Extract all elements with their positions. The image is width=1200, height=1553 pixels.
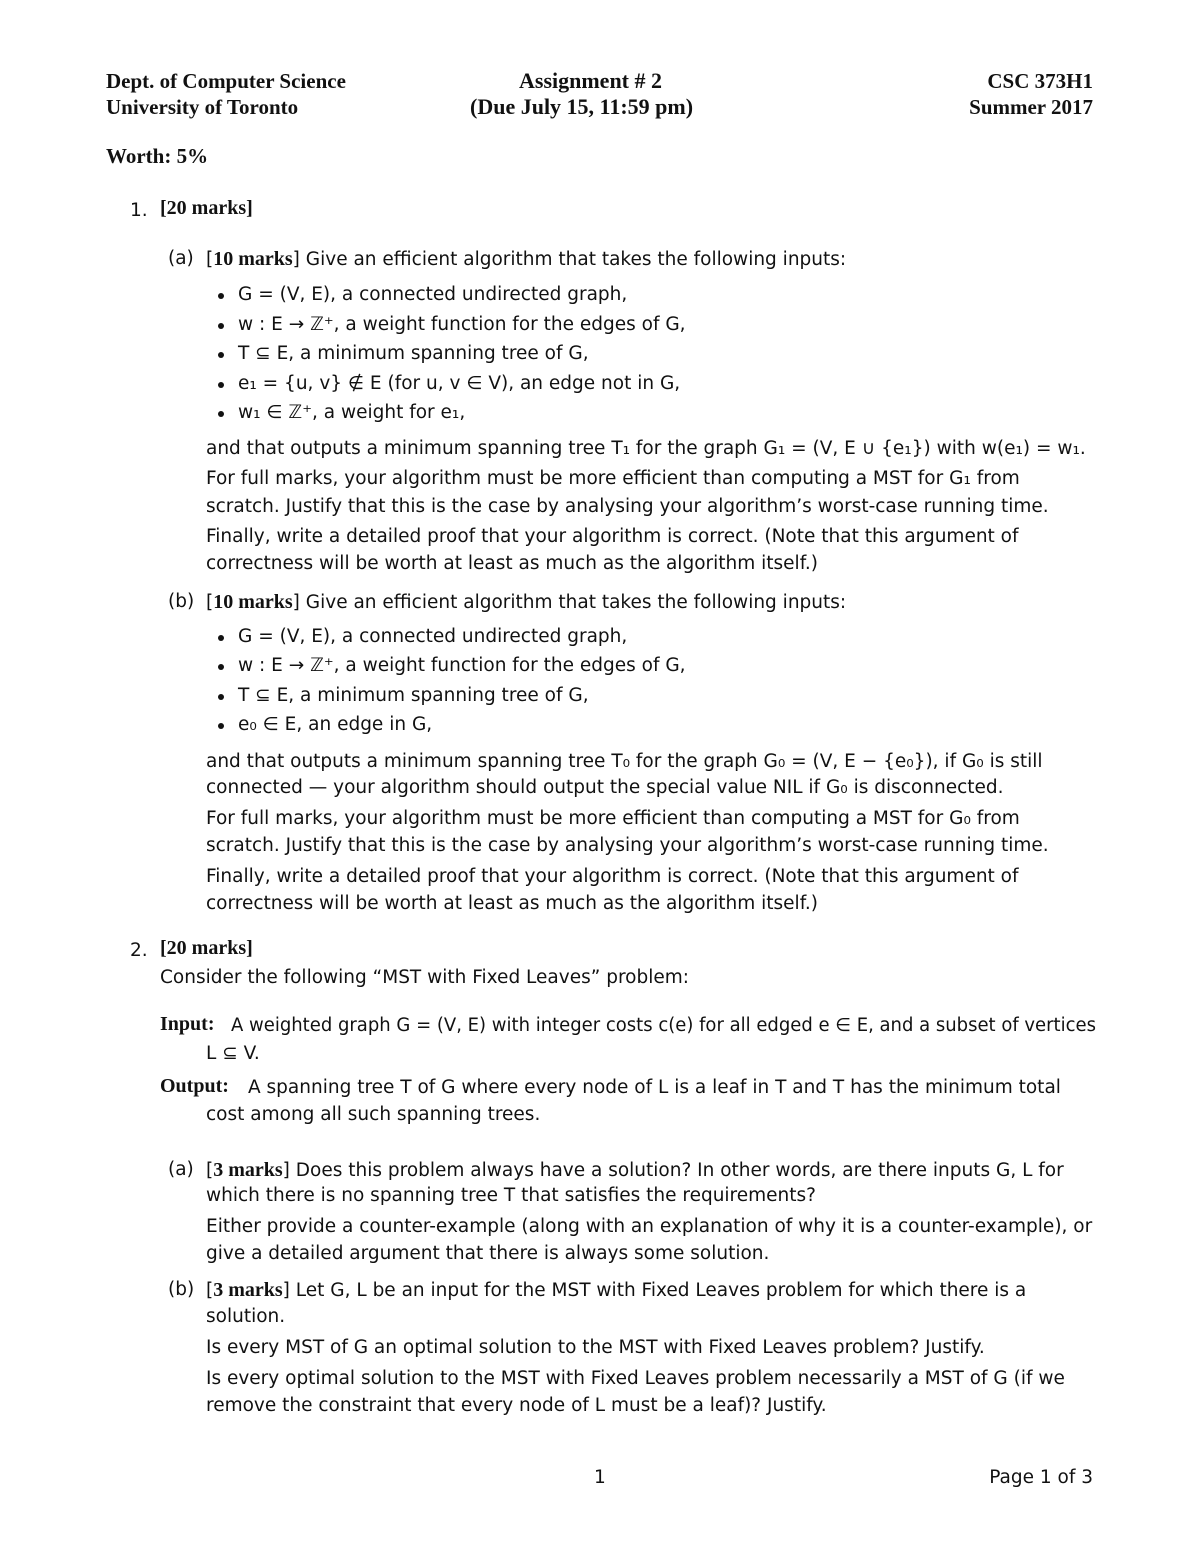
q1b-label: (b) (168, 591, 195, 612)
q1a-paragraph-line: and that outputs a minimum spanning tree T₁ for the graph G₁ = (V, E ∪ {e₁}) with w(e₁) = w₁. (206, 438, 1086, 459)
q1a-paragraph-line: correctness will be worth at least as much as the algorithm itself.) (206, 553, 818, 574)
worth: Worth: 5% (106, 144, 209, 168)
input-text-line: L ⊆ V. (206, 1043, 260, 1064)
q2a-marks: 3 marks (213, 1159, 283, 1181)
q1b-paragraph-line: connected — your algorithm should output the special value NIL if G₀ is disconnected. (206, 777, 1004, 798)
list-item: T ⊆ E, a minimum spanning tree of G, (218, 341, 589, 367)
q1a-marks: 10 marks (213, 248, 293, 270)
bullet-icon (218, 664, 224, 670)
q2a-text-line: which there is no spanning tree T that satisfies the requirements? (206, 1185, 816, 1206)
q1a-label: (a) (168, 248, 194, 269)
q2a-first-line: [3 marks] Does this problem always have a solution? In other words, are there inputs G, L for (206, 1159, 1064, 1181)
q2a-label: (a) (168, 1159, 194, 1180)
q1b-paragraph-line: scratch. Justify that this is the case by analysing your algorithm’s worst-case running time. (206, 835, 1049, 856)
bullet-icon (218, 352, 224, 358)
q1-marks: [20 marks] (160, 197, 253, 219)
q1b-paragraph-line: For full marks, your algorithm must be more efficient than computing a MST for G₀ from (206, 808, 1020, 829)
q2b-marks: 3 marks (213, 1279, 283, 1301)
q2b-text: Let G, L be an input for the MST with Fixed Leaves problem for which there is a (295, 1280, 1027, 1301)
list-item: G = (V, E), a connected undirected graph, (218, 624, 627, 650)
q1-number: 1. (130, 200, 148, 221)
due-date: (Due July 15, 11:59 pm) (470, 94, 694, 119)
bullet-icon (218, 635, 224, 641)
bullet-icon (218, 411, 224, 417)
page-number: 1 (594, 1467, 606, 1488)
input-text-line: A weighted graph G = (V, E) with integer costs c(e) for all edged e ∈ E, and a subset of vertices (231, 1015, 1096, 1036)
list-item: w : E → ℤ⁺, a weight function for the edges of G, (218, 312, 686, 338)
q2a-text-line: give a detailed argument that there is always some solution. (206, 1243, 770, 1264)
output-label: Output: (160, 1075, 229, 1097)
course-code: CSC 373H1 (987, 69, 1093, 93)
input-label: Input: (160, 1013, 215, 1035)
q2-marks: [20 marks] (160, 937, 253, 959)
q2-intro: Consider the following “MST with Fixed Leaves” problem: (160, 967, 689, 988)
q2b-first-line: [3 marks] Let G, L be an input for the MST with Fixed Leaves problem for which there is a (206, 1279, 1027, 1301)
page-of: Page 1 of 3 (989, 1467, 1093, 1488)
q1b-intro: Give an efficient algorithm that takes the following inputs: (305, 592, 847, 613)
q2a-text: Does this problem always have a solution? In other words, are there inputs G, L for (295, 1160, 1064, 1181)
q1b-intro-line: [10 marks] Give an efficient algorithm that takes the following inputs: (206, 591, 847, 613)
q1b-marks: 10 marks (213, 591, 293, 613)
q1a-intro-line: [10 marks] Give an efficient algorithm that takes the following inputs: (206, 248, 847, 270)
list-item: w₁ ∈ ℤ⁺, a weight for e₁, (218, 400, 465, 426)
bullet-icon (218, 723, 224, 729)
q1b-paragraph-line: and that outputs a minimum spanning tree T₀ for the graph G₀ = (V, E − {e₀}), if G₀ is still (206, 751, 1043, 772)
q2b-text-line: Is every optimal solution to the MST with Fixed Leaves problem necessarily a MST of G (if we (206, 1368, 1065, 1389)
q2a-text-line: Either provide a counter-example (along with an explanation of why it is a counter-example), or (206, 1216, 1093, 1237)
q2b-text-line: remove the constraint that every node of L must be a leaf)? Justify. (206, 1395, 827, 1416)
q1a-paragraph-line: For full marks, your algorithm must be more efficient than computing a MST for G₁ from (206, 468, 1020, 489)
q2b-text-line: solution. (206, 1306, 286, 1327)
q1a-paragraph-line: Finally, write a detailed proof that your algorithm is correct. (Note that this argument of (206, 526, 1019, 547)
assignment-title: Assignment # 2 (519, 68, 663, 93)
q1a-intro: Give an efficient algorithm that takes the following inputs: (305, 249, 847, 270)
bullet-icon (218, 382, 224, 388)
bullet-icon (218, 293, 224, 299)
q1b-paragraph-line: correctness will be worth at least as much as the algorithm itself.) (206, 893, 818, 914)
output-text-line: cost among all such spanning trees. (206, 1104, 541, 1125)
list-item: e₁ = {u, v} ∉ E (for u, v ∈ V), an edge not in G, (218, 371, 680, 397)
output-text-line: A spanning tree T of G where every node of L is a leaf in T and T has the minimum total (248, 1077, 1061, 1098)
q2b-label: (b) (168, 1279, 195, 1300)
q2-number: 2. (130, 940, 148, 961)
list-item: e₀ ∈ E, an edge in G, (218, 712, 432, 738)
university-name: University of Toronto (106, 95, 299, 119)
bullet-icon (218, 323, 224, 329)
q1b-paragraph-line: Finally, write a detailed proof that your algorithm is correct. (Note that this argument of (206, 866, 1019, 887)
list-item: w : E → ℤ⁺, a weight function for the edges of G, (218, 653, 686, 679)
bullet-icon (218, 694, 224, 700)
q1a-paragraph-line: scratch. Justify that this is the case by analysing your algorithm’s worst-case running time. (206, 496, 1049, 517)
q2b-text-line: Is every MST of G an optimal solution to the MST with Fixed Leaves problem? Justify. (206, 1337, 985, 1358)
list-item: T ⊆ E, a minimum spanning tree of G, (218, 683, 589, 709)
term: Summer 2017 (969, 95, 1093, 119)
list-item: G = (V, E), a connected undirected graph, (218, 282, 627, 308)
dept-name: Dept. of Computer Science (106, 69, 346, 93)
